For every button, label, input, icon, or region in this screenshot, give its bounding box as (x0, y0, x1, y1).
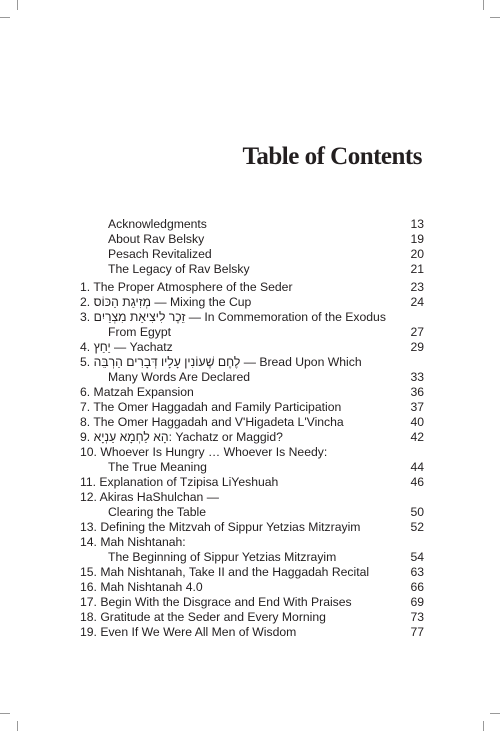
toc-entry-page: 54 (410, 550, 424, 564)
toc-entry-title: 2. מְזִיגַת הַכּוֹס — Mixing the Cup (80, 295, 252, 309)
toc-entry-title: About Rav Belsky (108, 232, 205, 246)
toc-entry-title: 15. Mah Nishtanah, Take II and the Haggadah Recital (80, 565, 370, 579)
toc-entry-title: The True Meaning (108, 460, 207, 474)
toc-entry-page: 24 (410, 295, 424, 309)
toc-entry-title: 3. זֵכֶר לִיצִיאַת מִצְרַיִם — In Commemoration of the Exodus (80, 310, 386, 324)
toc-entry[interactable] (80, 310, 424, 325)
toc-entry[interactable] (80, 340, 424, 355)
crop-mark (490, 17, 500, 18)
toc-entry[interactable] (80, 475, 424, 490)
toc-entry-title: 12. Akiras HaShulchan — (80, 490, 219, 504)
toc-entry-title: 5. לֶחֶם שֶׁעוֹנִין עָלָיו דְּבָרִים הַרְבֵּה — Bread Upon Which (80, 355, 362, 369)
toc-entry[interactable] (108, 505, 424, 520)
toc-entry-title: 10. Whoever Is Hungry … Whoever Is Needy: (80, 445, 328, 459)
toc-entry[interactable] (108, 262, 424, 277)
toc-entry-page: 21 (410, 262, 424, 276)
crop-mark (17, 721, 18, 731)
toc-entry-page: 19 (410, 232, 424, 246)
toc-entry[interactable] (80, 535, 424, 550)
toc-entry-page: 50 (410, 505, 424, 519)
crop-mark (483, 721, 484, 731)
toc-entry[interactable] (80, 625, 424, 640)
toc-entry[interactable] (108, 550, 424, 565)
toc-entry-title: 7. The Omer Haggadah and Family Participation (80, 400, 342, 414)
toc-entry[interactable] (80, 280, 424, 295)
toc-entry[interactable] (80, 400, 424, 415)
crop-mark (17, 0, 18, 10)
toc-entry[interactable] (80, 355, 424, 370)
toc-entry-page: 66 (410, 580, 424, 594)
toc-entry-title: 9. הָא לַחְמָא עַנְיָא: Yachatz or Maggid? (80, 430, 283, 444)
toc-entry-title: 16. Mah Nishtanah 4.0 (80, 580, 203, 594)
toc-entry-title: 14. Mah Nishtanah: (80, 535, 186, 549)
toc-entry[interactable] (80, 430, 424, 445)
toc-entry-title: Many Words Are Declared (108, 370, 251, 384)
toc-entry-page: 29 (410, 340, 424, 354)
toc-entry-page: 40 (410, 415, 424, 429)
toc-entry[interactable] (108, 232, 424, 247)
toc-entry-title: 11. Explanation of Tzipisa LiYeshuah (80, 475, 279, 489)
toc-entry-title: 1. The Proper Atmosphere of the Seder (80, 280, 293, 294)
toc-entry[interactable] (80, 610, 424, 625)
toc-entry[interactable] (80, 580, 424, 595)
toc-entry-page: 42 (410, 430, 424, 444)
toc-entry-title: From Egypt (108, 325, 171, 339)
crop-mark (0, 17, 10, 18)
toc-entry-title: 17. Begin With the Disgrace and End With Praises (80, 595, 352, 609)
toc-entry-page: 13 (410, 217, 424, 231)
toc-entry-page: 27 (410, 325, 424, 339)
crop-mark (0, 713, 10, 714)
toc-entry[interactable] (108, 217, 424, 232)
toc-entry[interactable] (80, 520, 424, 535)
toc-entry[interactable] (108, 370, 424, 385)
toc-entry-title: 8. The Omer Haggadah and V'Higadeta L'Vincha (80, 415, 344, 429)
toc-entry-title: 4. יַחַץ — Yachatz (80, 340, 173, 354)
toc-entry[interactable] (80, 445, 424, 460)
toc-entry-page: 33 (410, 370, 424, 384)
toc-entry-title: 19. Even If We Were All Men of Wisdom (80, 625, 297, 639)
toc-entry[interactable] (80, 490, 424, 505)
toc-entry-page: 77 (410, 625, 424, 639)
toc-entry-page: 37 (410, 400, 424, 414)
toc-entry-page: 36 (410, 385, 424, 399)
toc-entry-page: 73 (410, 610, 424, 624)
page-title: Table of Contents (242, 143, 422, 170)
toc-entry-title: Acknowledgments (108, 217, 207, 231)
toc-entry-title: 13. Defining the Mitzvah of Sippur Yetzias Mitzrayim (80, 520, 361, 534)
toc-entry[interactable] (80, 595, 424, 610)
crop-mark (490, 713, 500, 714)
toc-entry[interactable] (108, 247, 424, 262)
toc-entry-page: 23 (410, 280, 424, 294)
toc-entry-title: The Legacy of Rav Belsky (108, 262, 250, 276)
toc-entry[interactable] (80, 565, 424, 580)
toc-entry[interactable] (108, 460, 424, 475)
toc-entry-page: 69 (410, 595, 424, 609)
toc-entry[interactable] (108, 325, 424, 340)
toc-entry[interactable] (80, 385, 424, 400)
toc-entry-page: 44 (410, 460, 424, 474)
toc-entry-title: The Beginning of Sippur Yetzias Mitzrayim (108, 550, 337, 564)
toc-entry[interactable] (80, 295, 424, 310)
toc-entry-title: Pesach Revitalized (108, 247, 212, 261)
toc-entry[interactable] (80, 415, 424, 430)
toc-entry-title: 6. Matzah Expansion (80, 385, 194, 399)
toc-entry-page: 46 (410, 475, 424, 489)
toc-entry-page: 20 (410, 247, 424, 261)
toc-entry-title: Clearing the Table (108, 505, 207, 519)
toc-entry-page: 63 (410, 565, 424, 579)
toc-entry-page: 52 (410, 520, 424, 534)
toc-entry-title: 18. Gratitude at the Seder and Every Morning (80, 610, 326, 624)
crop-mark (483, 0, 484, 10)
